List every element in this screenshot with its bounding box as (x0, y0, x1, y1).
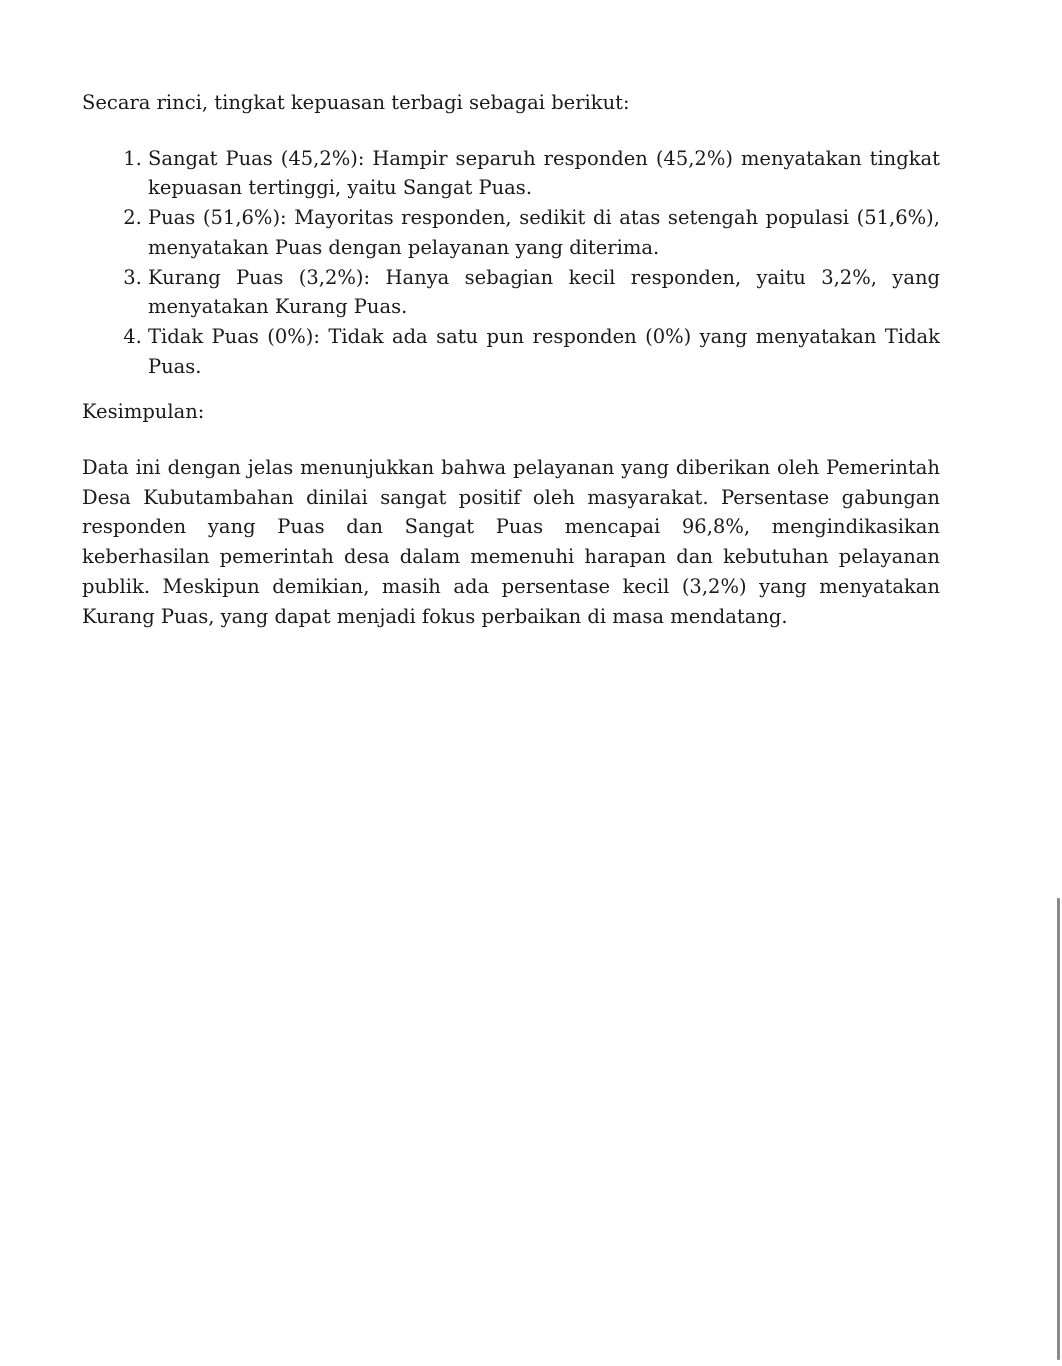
list-item-sangat-puas: 1. Sangat Puas (45,2%): Hampir separuh responden (45,2%) menyatakan tingkat kepuasan tertinggi, yaitu Sangat Puas. (148, 144, 940, 203)
conclusion-paragraph: Data ini dengan jelas menunjukkan bahwa pelayanan yang diberikan oleh Pemerintah Desa Kubutambahan dinilai sangat positif oleh masyarakat. Persentase gabungan responden yang Puas dan Sangat Puas mencapai 96,8%, mengindikasikan keberhasilan pemerintah desa dalam memenuhi harapan dan kebutuhan pelayanan publik. Meskipun demikian, masih ada persentase kecil (3,2%) yang menyatakan Kurang Puas, yang dapat menjadi fokus perbaikan di masa mendatang. (82, 456, 940, 628)
vertical-scrollbar[interactable] (1057, 898, 1060, 1360)
list-item-puas: 2. Puas (51,6%): Mayoritas responden, sedikit di atas setengah populasi (51,6%), menyatakan Puas dengan pelayanan yang diterima. (148, 203, 940, 262)
list-item-tidak-puas: 4. Tidak Puas (0%): Tidak ada satu pun responden (0%) yang menyatakan Tidak Puas. (148, 322, 940, 381)
list-item-kurang-puas: 3. Kurang Puas (3,2%): Hanya sebagian kecil responden, yaitu 3,2%, yang menyatakan Kurang Puas. (148, 263, 940, 322)
intro-paragraph: Secara rinci, tingkat kepuasan terbagi sebagai berikut: (82, 91, 630, 114)
satisfaction-list (82, 144, 940, 382)
document-page (82, 88, 940, 631)
conclusion-heading: Kesimpulan: (82, 400, 205, 424)
